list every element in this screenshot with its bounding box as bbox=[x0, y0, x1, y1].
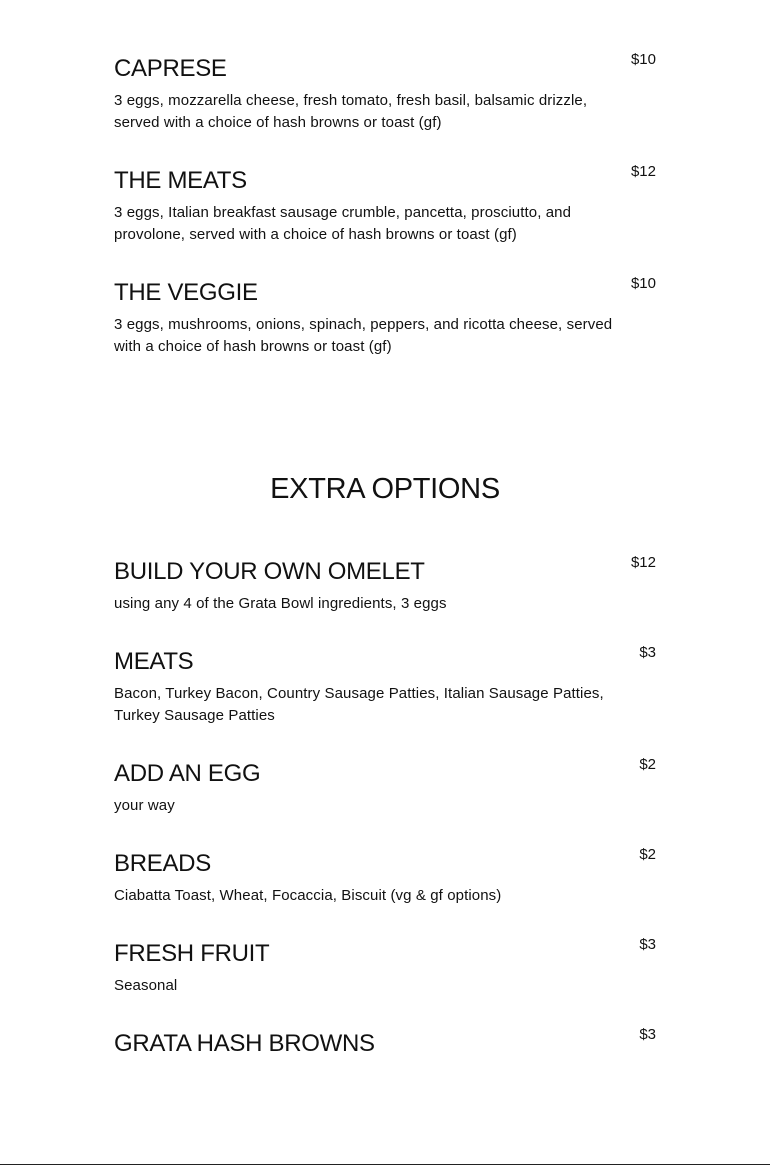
item-description: Bacon, Turkey Bacon, Country Sausage Patties, Italian Sausage Patties, Turkey Sausage Patties bbox=[114, 685, 604, 724]
item-name: ADD AN EGG bbox=[114, 760, 261, 787]
item-price: $3 bbox=[639, 1026, 656, 1043]
item-price: $2 bbox=[639, 756, 656, 773]
section-title-extra-options: EXTRA OPTIONS bbox=[270, 473, 500, 505]
item-price: $3 bbox=[639, 936, 656, 953]
item-name: BREADS bbox=[114, 850, 211, 877]
item-name: MEATS bbox=[114, 648, 194, 675]
item-description: using any 4 of the Grata Bowl ingredients, 3 eggs bbox=[114, 595, 447, 612]
item-name: THE MEATS bbox=[114, 167, 247, 194]
item-price: $10 bbox=[630, 51, 656, 68]
item-description: Seasonal bbox=[114, 977, 178, 994]
item-name: BUILD YOUR OWN OMELET bbox=[114, 558, 425, 585]
cropped-heading-fragment bbox=[340, 0, 440, 2]
item-description: 3 eggs, mushrooms, onions, spinach, peppers, and ricotta cheese, served with a choice of hash browns or toast (gf) bbox=[114, 316, 613, 355]
item-description: 3 eggs, mozzarella cheese, fresh tomato, fresh basil, balsamic drizzle, served with a choice of hash browns or toast (gf) bbox=[114, 92, 588, 131]
item-price: $2 bbox=[639, 846, 656, 863]
item-description: your way bbox=[114, 797, 175, 814]
item-name: THE VEGGIE bbox=[114, 279, 258, 306]
item-price: $3 bbox=[639, 644, 656, 661]
item-price: $12 bbox=[630, 163, 656, 180]
item-description: 3 eggs, Italian breakfast sausage crumble, pancetta, prosciutto, and provolone, served with a choice of hash browns or toast (gf) bbox=[114, 204, 572, 243]
item-description: Ciabatta Toast, Wheat, Focaccia, Biscuit (vg & gf options) bbox=[114, 887, 502, 904]
bottom-divider bbox=[0, 1164, 770, 1165]
item-price: $12 bbox=[630, 554, 656, 571]
item-name: FRESH FRUIT bbox=[114, 940, 270, 967]
item-price: $10 bbox=[630, 275, 656, 292]
item-name: GRATA HASH BROWNS bbox=[114, 1030, 375, 1057]
item-name: CAPRESE bbox=[114, 55, 227, 82]
